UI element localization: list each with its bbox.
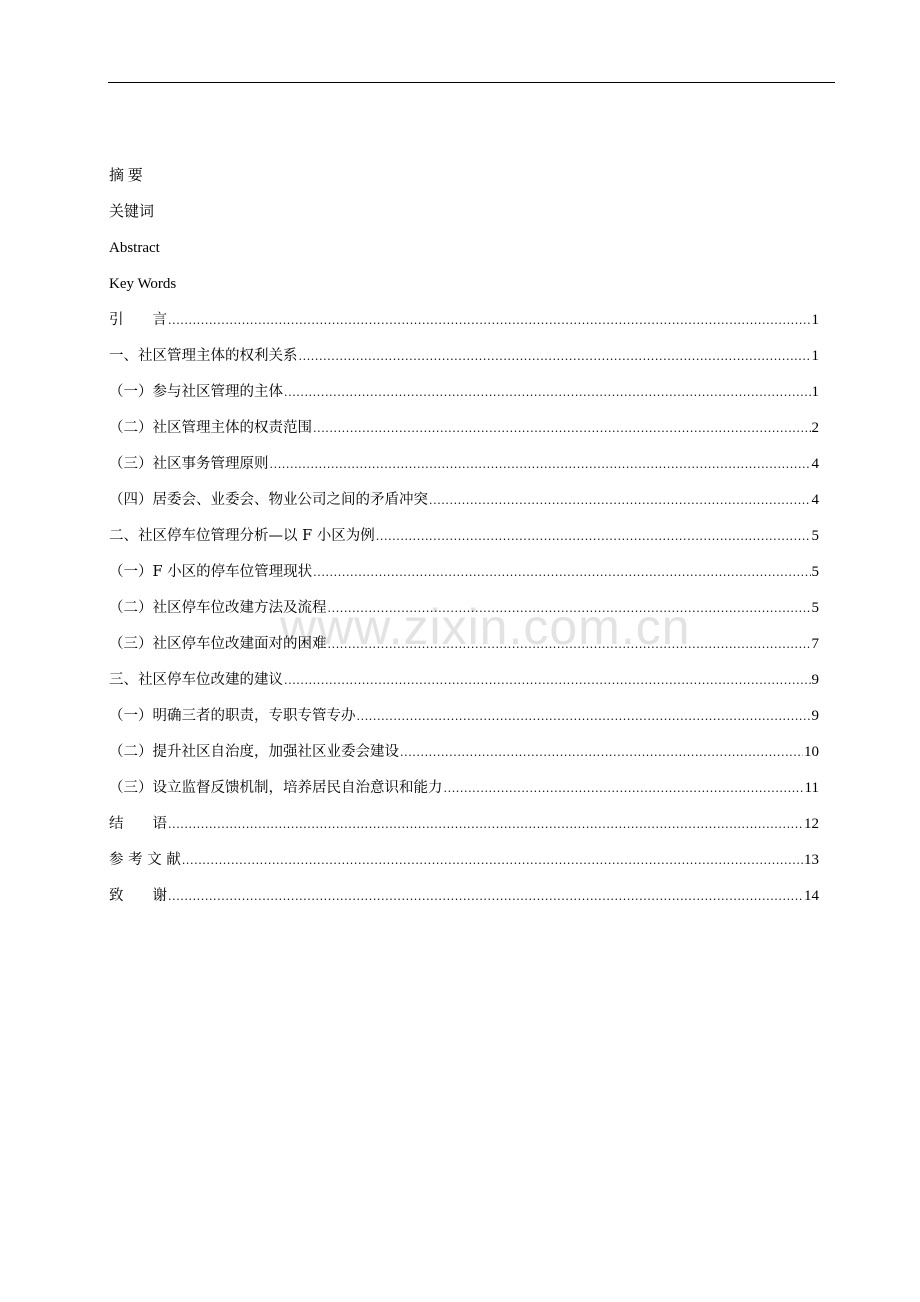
dot-leader [313, 411, 811, 447]
toc-entry-page: 2 [811, 420, 819, 436]
dot-leader [284, 663, 811, 699]
toc-entry-page: 14 [804, 888, 819, 904]
toc-entry-section-1-4 [109, 482, 819, 518]
toc-entry-title: （一）参与社区管理的主体 [109, 384, 283, 400]
watermark: www.zixin.com.cn [280, 599, 691, 655]
toc-entry-page: 11 [804, 780, 819, 796]
toc-entry-section-1-1 [109, 374, 819, 410]
toc-entry-title: （一）明确三者的职责，专职专管专办 [109, 708, 356, 724]
toc-entry-references [109, 842, 819, 878]
dot-leader [270, 447, 811, 483]
dot-leader [328, 591, 811, 627]
toc-entry-page: 9 [811, 708, 819, 724]
dot-leader [168, 807, 803, 843]
toc-entry-title: 结 语 [109, 816, 167, 832]
toc-entry-section-3-2 [109, 734, 819, 770]
toc-keywords-en: Key Words [109, 276, 177, 292]
toc-entry-page: 5 [811, 528, 819, 544]
toc-entry-section-2-1 [109, 554, 819, 590]
toc-entry-acknowledgements [109, 878, 819, 914]
toc-entry-section-3-3 [109, 770, 819, 806]
toc-entry-page: 9 [811, 672, 819, 688]
toc-entry-chapter-1 [109, 338, 819, 374]
dot-leader [168, 303, 811, 339]
toc-entry-title: （三）设立监督反馈机制，培养居民自治意识和能力 [109, 780, 443, 796]
dot-leader [182, 843, 803, 879]
toc-entry-title: （三）社区停车位改建面对的困难 [109, 636, 327, 652]
dot-leader [400, 735, 803, 771]
toc-entry-page: 1 [811, 348, 819, 364]
toc-entry-introduction [109, 302, 819, 338]
toc-entry-title: （三）社区事务管理原则 [109, 456, 269, 472]
toc-entry-title: 三、社区停车位改建的建议 [109, 672, 283, 688]
toc-entry-chapter-2 [109, 518, 819, 554]
dot-leader [299, 339, 811, 375]
toc-entry-chapter-3 [109, 662, 819, 698]
toc-entry-section-1-2 [109, 410, 819, 446]
dot-leader [168, 879, 803, 915]
toc-entry-section-3-1 [109, 698, 819, 734]
toc-entry-title: （一）F 小区的停车位管理现状 [109, 564, 313, 580]
toc-entry-page: 5 [811, 600, 819, 616]
toc-entry-title: 二、社区停车位管理分析—以 F 小区为例 [109, 528, 375, 544]
dot-leader [444, 771, 804, 807]
toc-keywords-cn: 关键词 [109, 204, 155, 220]
toc-entry-page: 4 [811, 492, 819, 508]
dot-leader [357, 699, 811, 735]
table-of-contents [109, 158, 819, 914]
toc-entry-title: 引 言 [109, 312, 167, 328]
toc-abstract-cn: 摘 要 [109, 168, 143, 184]
toc-entry-page: 1 [811, 312, 819, 328]
toc-entry-title: 一、社区管理主体的权利关系 [109, 348, 298, 364]
toc-entry-page: 10 [804, 744, 819, 760]
toc-entry-page: 7 [811, 636, 819, 652]
dot-leader [429, 483, 811, 519]
toc-entry-title: （二）社区停车位改建方法及流程 [109, 600, 327, 616]
dot-leader [284, 375, 811, 411]
toc-entry-page: 12 [804, 816, 819, 832]
toc-entry-section-2-2 [109, 590, 819, 626]
toc-entry-conclusion [109, 806, 819, 842]
dot-leader [313, 555, 810, 591]
toc-entry-page: 4 [811, 456, 819, 472]
toc-entry-section-2-3 [109, 626, 819, 662]
toc-entry-page: 13 [804, 852, 819, 868]
toc-abstract-en: Abstract [109, 240, 160, 256]
toc-entry-title: 致 谢 [109, 888, 167, 904]
toc-entry-title: （二）社区管理主体的权责范围 [109, 420, 312, 436]
toc-entry-page: 1 [811, 384, 819, 400]
toc-entry-section-1-3 [109, 446, 819, 482]
toc-entry-title: （二）提升社区自治度，加强社区业委会建设 [109, 744, 399, 760]
dot-leader [376, 519, 811, 555]
dot-leader [328, 627, 811, 663]
toc-entry-title: 参 考 文 献 [109, 852, 181, 868]
toc-entry-page: 5 [811, 564, 819, 580]
header-rule [108, 82, 835, 83]
toc-entry-title: （四）居委会、业委会、物业公司之间的矛盾冲突 [109, 492, 428, 508]
